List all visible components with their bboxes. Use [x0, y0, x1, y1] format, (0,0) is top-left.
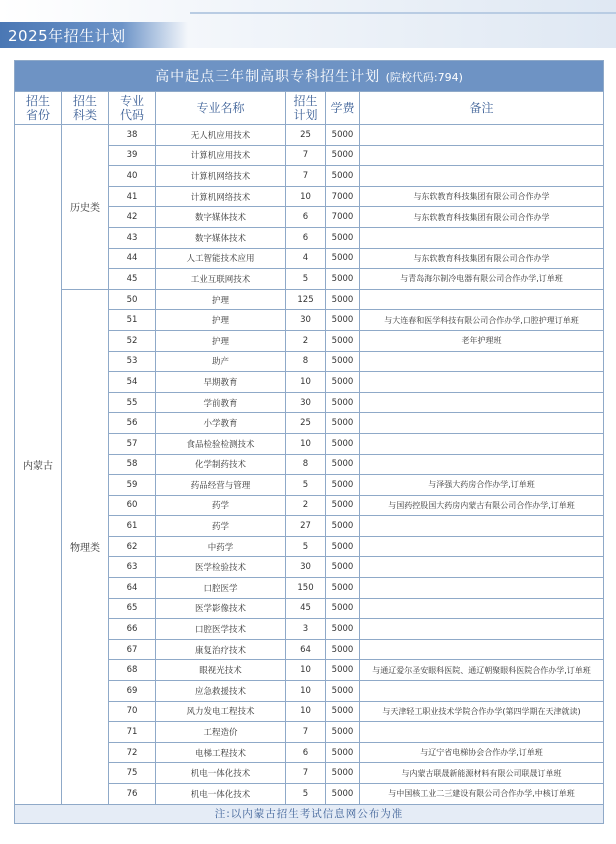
- plan-count-cell: 2: [286, 495, 326, 516]
- remarks-cell: 与大连春和医学科技有限公司合作办学,口腔护理订单班: [360, 310, 604, 331]
- remarks-cell: 老年护理班: [360, 330, 604, 351]
- remarks-cell: 与青岛海尔制冷电器有限公司合作办学,订单班: [360, 269, 604, 290]
- major-code-cell: 71: [109, 722, 156, 743]
- header-rule: [190, 12, 616, 14]
- major-code-cell: 76: [109, 784, 156, 805]
- major-code-cell: 75: [109, 763, 156, 784]
- plan-count-cell: 4: [286, 248, 326, 269]
- remarks-cell: 与天津轻工职业技术学院合作办学(第四学期在天津就读): [360, 701, 604, 722]
- plan-count-cell: 5: [286, 475, 326, 496]
- major-code-cell: 66: [109, 619, 156, 640]
- table-row: [15, 289, 604, 310]
- plan-count-cell: 27: [286, 516, 326, 537]
- header-plan: 招生计划: [286, 92, 326, 125]
- major-code-cell: 69: [109, 681, 156, 702]
- plan-count-cell: 7: [286, 763, 326, 784]
- major-code-cell: 38: [109, 125, 156, 146]
- tuition-fee-cell: 5000: [326, 454, 360, 475]
- major-code-cell: 70: [109, 701, 156, 722]
- major-code-cell: 42: [109, 207, 156, 228]
- plan-count-cell: 25: [286, 413, 326, 434]
- header-fee: 学费: [326, 92, 360, 125]
- plan-count-cell: 25: [286, 125, 326, 146]
- major-code-cell: 44: [109, 248, 156, 269]
- tuition-fee-cell: 5000: [326, 660, 360, 681]
- table-body: [15, 125, 604, 805]
- remarks-cell: [360, 227, 604, 248]
- major-name-cell: 机电一体化技术: [156, 763, 286, 784]
- plan-count-cell: 6: [286, 207, 326, 228]
- table-title: 高中起点三年制高职专科招生计划: [155, 69, 381, 85]
- remarks-cell: 与内蒙古联晟新能源材料有限公司联晟订单班: [360, 763, 604, 784]
- footnote: 注:以内蒙古招生考试信息网公布为准: [15, 804, 604, 823]
- tuition-fee-cell: 5000: [326, 166, 360, 187]
- major-name-cell: 化学制药技术: [156, 454, 286, 475]
- plan-count-cell: 6: [286, 742, 326, 763]
- major-code-cell: 67: [109, 639, 156, 660]
- major-name-cell: 机电一体化技术: [156, 784, 286, 805]
- major-name-cell: 工业互联网技术: [156, 269, 286, 290]
- province-cell: 内蒙古: [15, 125, 62, 805]
- plan-count-cell: 30: [286, 557, 326, 578]
- header-remarks: 备注: [360, 92, 604, 125]
- major-name-cell: 食品检验检测技术: [156, 433, 286, 454]
- major-name-cell: 助产: [156, 351, 286, 372]
- tuition-fee-cell: 5000: [326, 722, 360, 743]
- tuition-fee-cell: 5000: [326, 681, 360, 702]
- major-code-cell: 43: [109, 227, 156, 248]
- tuition-fee-cell: 5000: [326, 269, 360, 290]
- major-name-cell: 口腔医学: [156, 578, 286, 599]
- section-title-tab: [0, 22, 188, 48]
- remarks-cell: [360, 557, 604, 578]
- plan-count-cell: 7: [286, 145, 326, 166]
- tuition-fee-cell: 5000: [326, 784, 360, 805]
- plan-count-cell: 150: [286, 578, 326, 599]
- table-row: [15, 125, 604, 146]
- major-name-cell: 中药学: [156, 536, 286, 557]
- header-province: 招生省份: [15, 92, 62, 125]
- tuition-fee-cell: 5000: [326, 598, 360, 619]
- major-code-cell: 58: [109, 454, 156, 475]
- plan-count-cell: 7: [286, 166, 326, 187]
- plan-count-cell: 5: [286, 784, 326, 805]
- remarks-cell: 与东软教育科技集团有限公司合作办学: [360, 186, 604, 207]
- plan-count-cell: 64: [286, 639, 326, 660]
- major-name-cell: 眼视光技术: [156, 660, 286, 681]
- tuition-fee-cell: 5000: [326, 763, 360, 784]
- tuition-fee-cell: 5000: [326, 125, 360, 146]
- major-name-cell: 康复治疗技术: [156, 639, 286, 660]
- tuition-fee-cell: 5000: [326, 475, 360, 496]
- major-name-cell: 早期教育: [156, 372, 286, 393]
- remarks-cell: [360, 578, 604, 599]
- remarks-cell: [360, 619, 604, 640]
- major-code-cell: 54: [109, 372, 156, 393]
- remarks-cell: 与东软教育科技集团有限公司合作办学: [360, 207, 604, 228]
- major-name-cell: 无人机应用技术: [156, 125, 286, 146]
- tuition-fee-cell: 5000: [326, 372, 360, 393]
- plan-count-cell: 2: [286, 330, 326, 351]
- tuition-fee-cell: 5000: [326, 392, 360, 413]
- tuition-fee-cell: 5000: [326, 227, 360, 248]
- major-code-cell: 39: [109, 145, 156, 166]
- major-code-cell: 61: [109, 516, 156, 537]
- tuition-fee-cell: 5000: [326, 578, 360, 599]
- major-name-cell: 护理: [156, 330, 286, 351]
- remarks-cell: [360, 536, 604, 557]
- plan-count-cell: 7: [286, 722, 326, 743]
- major-code-cell: 72: [109, 742, 156, 763]
- header-major-name: 专业名称: [156, 92, 286, 125]
- tuition-fee-cell: 5000: [326, 742, 360, 763]
- major-name-cell: 药学: [156, 516, 286, 537]
- remarks-cell: 与辽宁省电梯协会合作办学,订单班: [360, 742, 604, 763]
- tuition-fee-cell: 5000: [326, 516, 360, 537]
- category-cell: 历史类: [62, 125, 109, 290]
- remarks-cell: [360, 598, 604, 619]
- remarks-cell: 与中国核工业二三建设有限公司合作办学,中核订单班: [360, 784, 604, 805]
- major-name-cell: 护理: [156, 310, 286, 331]
- footnote-row: [15, 804, 604, 823]
- table-title-row: [15, 61, 604, 92]
- plan-count-cell: 30: [286, 310, 326, 331]
- plan-count-cell: 6: [286, 227, 326, 248]
- major-name-cell: 药学: [156, 495, 286, 516]
- major-name-cell: 人工智能技术应用: [156, 248, 286, 269]
- tuition-fee-cell: 5000: [326, 536, 360, 557]
- plan-count-cell: 10: [286, 701, 326, 722]
- enrollment-plan-table: [14, 60, 604, 824]
- tuition-fee-cell: 7000: [326, 207, 360, 228]
- major-code-cell: 51: [109, 310, 156, 331]
- tuition-fee-cell: 5000: [326, 557, 360, 578]
- major-name-cell: 医学影像技术: [156, 598, 286, 619]
- tuition-fee-cell: 5000: [326, 639, 360, 660]
- remarks-cell: [360, 722, 604, 743]
- major-name-cell: 计算机网络技术: [156, 186, 286, 207]
- category-cell: 物理类: [62, 289, 109, 804]
- major-name-cell: 数字媒体技术: [156, 227, 286, 248]
- tuition-fee-cell: 5000: [326, 289, 360, 310]
- major-name-cell: 护理: [156, 289, 286, 310]
- tuition-fee-cell: 5000: [326, 495, 360, 516]
- major-name-cell: 小学教育: [156, 413, 286, 434]
- plan-count-cell: 10: [286, 433, 326, 454]
- remarks-cell: 与东软教育科技集团有限公司合作办学: [360, 248, 604, 269]
- remarks-cell: 与泽强大药房合作办学,订单班: [360, 475, 604, 496]
- remarks-cell: [360, 125, 604, 146]
- tuition-fee-cell: 5000: [326, 413, 360, 434]
- remarks-cell: [360, 413, 604, 434]
- page-title: 2025年招生计划: [8, 27, 126, 45]
- tuition-fee-cell: 5000: [326, 248, 360, 269]
- plan-count-cell: 30: [286, 392, 326, 413]
- major-name-cell: 医学检验技术: [156, 557, 286, 578]
- major-code-cell: 50: [109, 289, 156, 310]
- tuition-fee-cell: 5000: [326, 433, 360, 454]
- header-major-code: 专业代码: [109, 92, 156, 125]
- tuition-fee-cell: 5000: [326, 310, 360, 331]
- plan-count-cell: 10: [286, 186, 326, 207]
- table-title-cell: [15, 61, 604, 92]
- major-name-cell: 学前教育: [156, 392, 286, 413]
- major-code-cell: 40: [109, 166, 156, 187]
- remarks-cell: [360, 372, 604, 393]
- plan-count-cell: 125: [286, 289, 326, 310]
- tuition-fee-cell: 7000: [326, 186, 360, 207]
- remarks-cell: 与国药控股国大药房内蒙古有限公司合作办学,订单班: [360, 495, 604, 516]
- remarks-cell: [360, 289, 604, 310]
- plan-count-cell: 8: [286, 351, 326, 372]
- remarks-cell: 与通辽爱尔圣安眼科医院、通辽朝聚眼科医院合作办学,订单班: [360, 660, 604, 681]
- tuition-fee-cell: 5000: [326, 701, 360, 722]
- major-code-cell: 55: [109, 392, 156, 413]
- tuition-fee-cell: 5000: [326, 619, 360, 640]
- tuition-fee-cell: 5000: [326, 330, 360, 351]
- major-name-cell: 工程造价: [156, 722, 286, 743]
- remarks-cell: [360, 351, 604, 372]
- enrollment-table-container: [14, 60, 603, 830]
- tuition-fee-cell: 5000: [326, 351, 360, 372]
- plan-count-cell: 10: [286, 681, 326, 702]
- major-code-cell: 60: [109, 495, 156, 516]
- remarks-cell: [360, 392, 604, 413]
- major-name-cell: 应急救援技术: [156, 681, 286, 702]
- major-name-cell: 计算机网络技术: [156, 166, 286, 187]
- major-name-cell: 风力发电工程技术: [156, 701, 286, 722]
- major-code-cell: 65: [109, 598, 156, 619]
- plan-count-cell: 45: [286, 598, 326, 619]
- major-name-cell: 电梯工程技术: [156, 742, 286, 763]
- remarks-cell: [360, 516, 604, 537]
- remarks-cell: [360, 166, 604, 187]
- remarks-cell: [360, 145, 604, 166]
- column-header-row: [15, 92, 604, 125]
- major-code-cell: 64: [109, 578, 156, 599]
- major-code-cell: 59: [109, 475, 156, 496]
- major-name-cell: 药品经营与管理: [156, 475, 286, 496]
- tuition-fee-cell: 5000: [326, 145, 360, 166]
- header-category: 招生科类: [62, 92, 109, 125]
- remarks-cell: [360, 433, 604, 454]
- remarks-cell: [360, 681, 604, 702]
- major-name-cell: 数字媒体技术: [156, 207, 286, 228]
- plan-count-cell: 3: [286, 619, 326, 640]
- plan-count-cell: 5: [286, 536, 326, 557]
- major-code-cell: 45: [109, 269, 156, 290]
- major-code-cell: 53: [109, 351, 156, 372]
- major-code-cell: 57: [109, 433, 156, 454]
- school-code-note: (院校代码:794): [385, 71, 463, 84]
- plan-count-cell: 8: [286, 454, 326, 475]
- major-name-cell: 口腔医学技术: [156, 619, 286, 640]
- major-name-cell: 计算机应用技术: [156, 145, 286, 166]
- major-code-cell: 41: [109, 186, 156, 207]
- plan-count-cell: 5: [286, 269, 326, 290]
- remarks-cell: [360, 639, 604, 660]
- major-code-cell: 52: [109, 330, 156, 351]
- plan-count-cell: 10: [286, 660, 326, 681]
- remarks-cell: [360, 454, 604, 475]
- major-code-cell: 62: [109, 536, 156, 557]
- major-code-cell: 68: [109, 660, 156, 681]
- major-code-cell: 56: [109, 413, 156, 434]
- plan-count-cell: 10: [286, 372, 326, 393]
- major-code-cell: 63: [109, 557, 156, 578]
